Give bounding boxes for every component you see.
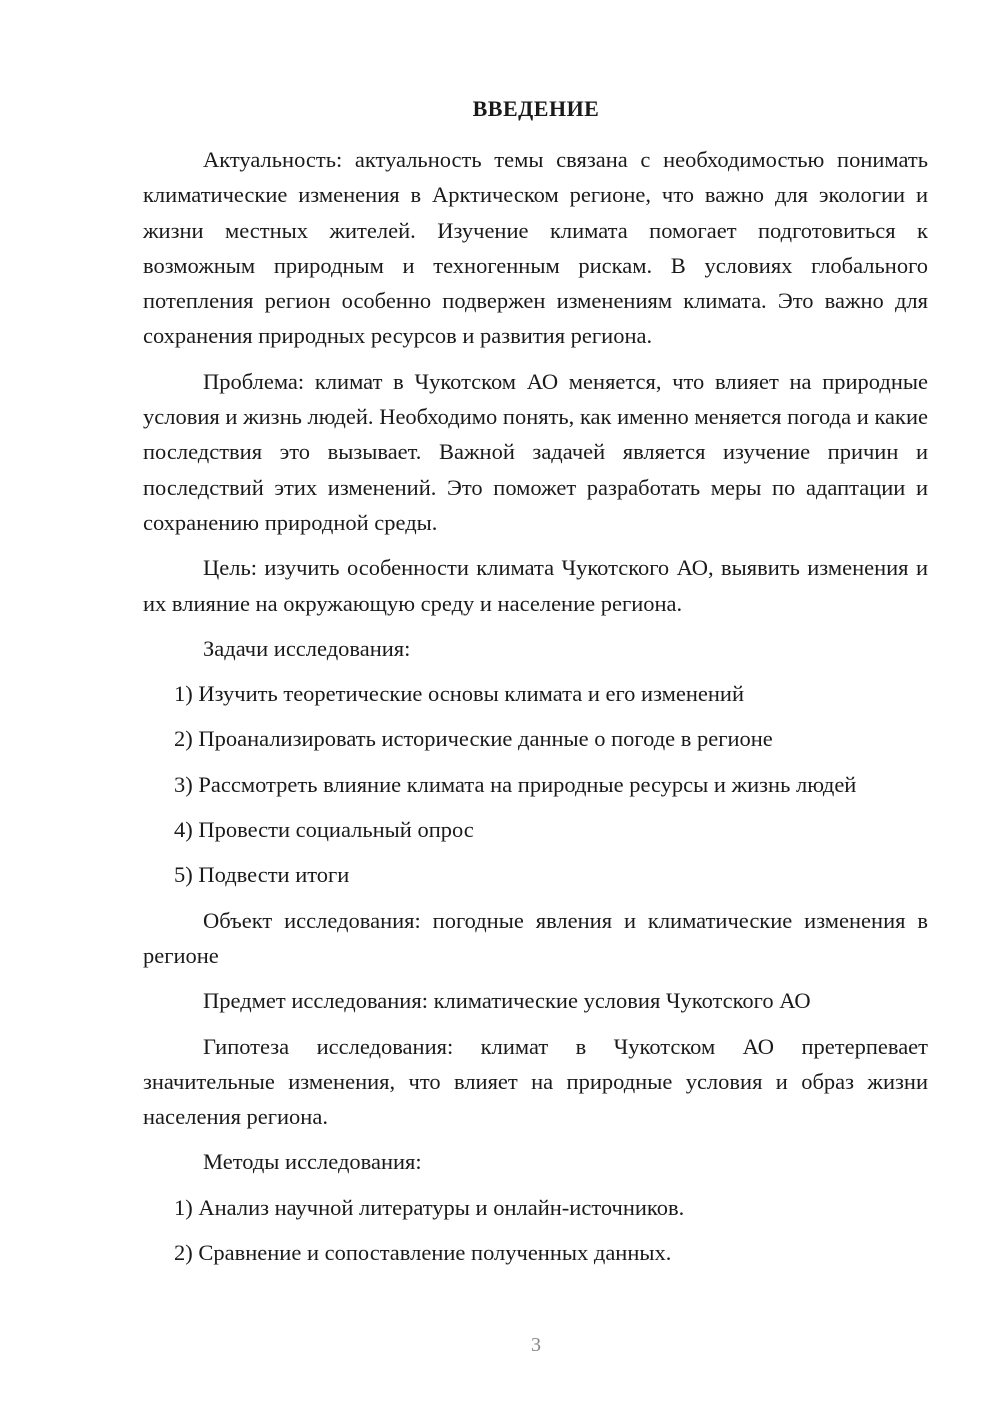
goal-paragraph: Цель: изучить особенности климата Чукотского АО, выявить изменения и их влияние на окружающую среду и население региона. <box>143 555 928 616</box>
task-item: 3) Рассмотреть влияние климата на природные ресурсы и жизнь людей <box>174 771 857 797</box>
method-item: 1) Анализ научной литературы и онлайн-источников. <box>174 1194 685 1220</box>
subject-paragraph: Предмет исследования: климатические условия Чукотского АО <box>203 988 811 1014</box>
method-item: 2) Сравнение и сопоставление полученных данных. <box>174 1240 672 1266</box>
problem-paragraph: Проблема: климат в Чукотском АО меняется, что влияет на природные условия и жизнь людей. Необходимо понять, как именно меняется погода и какие последствия это вызывает. Важной задачей является изучение причин и последствий этих изменений. Это поможет разработать меры по адаптации и сохранению природной среды. <box>143 368 928 535</box>
relevance-paragraph: Актуальность: актуальность темы связана с необходимостью понимать климатические изменения в Арктическом регионе, что важно для экологии и жизни местных жителей. Изучение климата помогает подготовиться к возможным природным и техногенным рискам. В условиях глобального потепления регион особенно подвержен изменениям климата. Это важно для сохранения природных ресурсов и развития региона. <box>143 147 928 349</box>
methods-heading: Методы исследования: <box>203 1149 422 1175</box>
task-item: 4) Провести социальный опрос <box>174 817 474 843</box>
hypothesis-paragraph: Гипотеза исследования: климат в Чукотском АО претерпевает значительные изменения, что влияет на природные условия и образ жизни населения региона. <box>143 1033 928 1130</box>
task-item: 1) Изучить теоретические основы климата и его изменений <box>174 681 745 707</box>
object-paragraph: Объект исследования: погодные явления и климатические изменения в регионе <box>143 907 928 968</box>
task-item: 5) Подвести итоги <box>174 862 350 888</box>
page-number: 3 <box>531 1334 541 1356</box>
page-title: ВВЕДЕНИЕ <box>472 96 600 121</box>
tasks-heading: Задачи исследования: <box>203 635 411 661</box>
task-item: 2) Проанализировать исторические данные о погоде в регионе <box>174 726 773 752</box>
document-body <box>143 142 928 1280</box>
